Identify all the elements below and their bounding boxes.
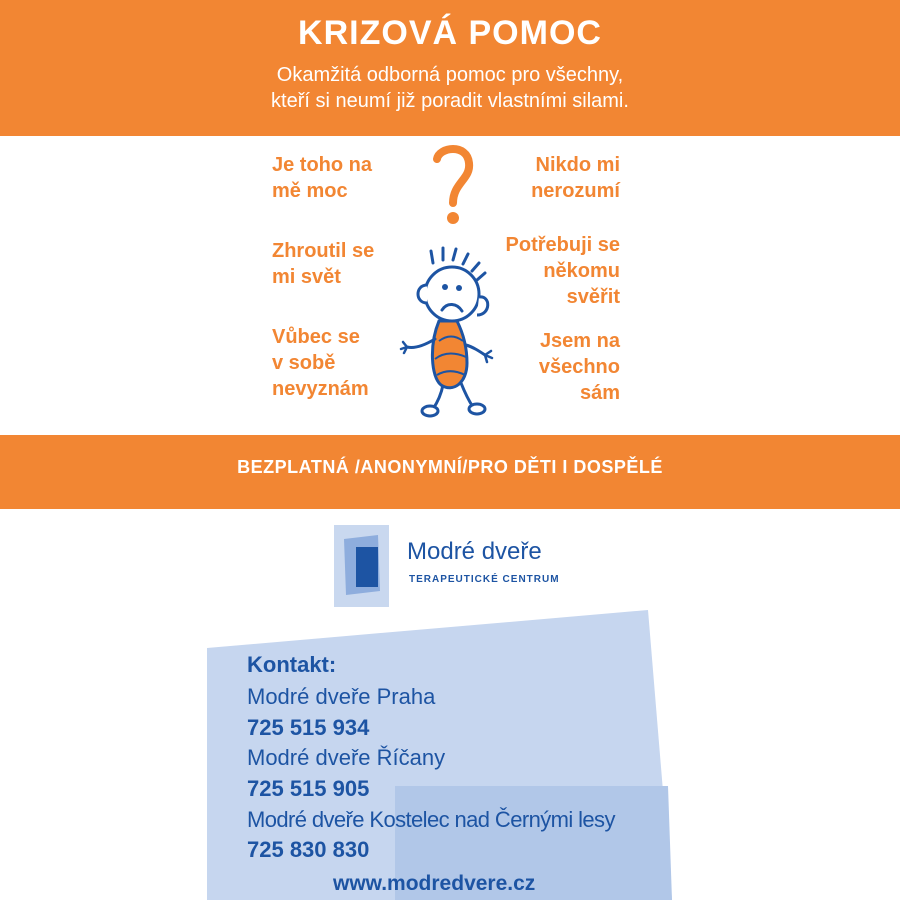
website-link[interactable]: www.modredvere.cz [333, 872, 536, 895]
feeling-text: Nikdo mi nerozumí [531, 154, 620, 202]
feeling-text: Vůbec se v sobě nevyznám [272, 326, 369, 400]
branch-name: Modré dveře Kostelec nad Černými lesy [247, 807, 615, 832]
page-title: KRIZOVÁ POMOC [298, 14, 602, 52]
info-banner [0, 435, 900, 509]
feeling-text: Jsem na všechno sám [538, 330, 620, 404]
logo-subtitle: TERAPEUTICKÉ CENTRUM [409, 574, 560, 585]
feeling-text: Potřebuji se někomu svěřit [505, 234, 620, 308]
branch-name: Modré dveře Říčany [247, 745, 446, 770]
page-subtitle [0, 62, 900, 114]
subtitle-line-1: Okamžitá odborná pomoc pro všechny, [276, 64, 624, 86]
branch-phone[interactable]: 725 830 830 [247, 837, 370, 862]
door-icon [334, 525, 389, 607]
branch-phone[interactable]: 725 515 934 [247, 715, 370, 740]
contact-background [0, 600, 900, 900]
logo-name: Modré dveře [407, 538, 542, 565]
branch-phone[interactable]: 725 515 905 [247, 776, 370, 801]
branch-name: Modré dveře Praha [247, 684, 436, 709]
feeling-text: Je toho na mě moc [272, 154, 373, 202]
logo-mark [334, 525, 389, 607]
banner-text: BEZPLATNÁ /ANONYMNÍ/PRO DĚTI I DOSPĚLÉ [237, 457, 663, 477]
subtitle-line-2: kteří si neumí již poradit vlastními silami. [271, 90, 629, 112]
contact-label: Kontakt: [247, 652, 337, 677]
header-band [0, 0, 900, 136]
feeling-text: Zhroutil se mi svět [272, 240, 375, 288]
sad-figure-illustration [395, 145, 505, 420]
